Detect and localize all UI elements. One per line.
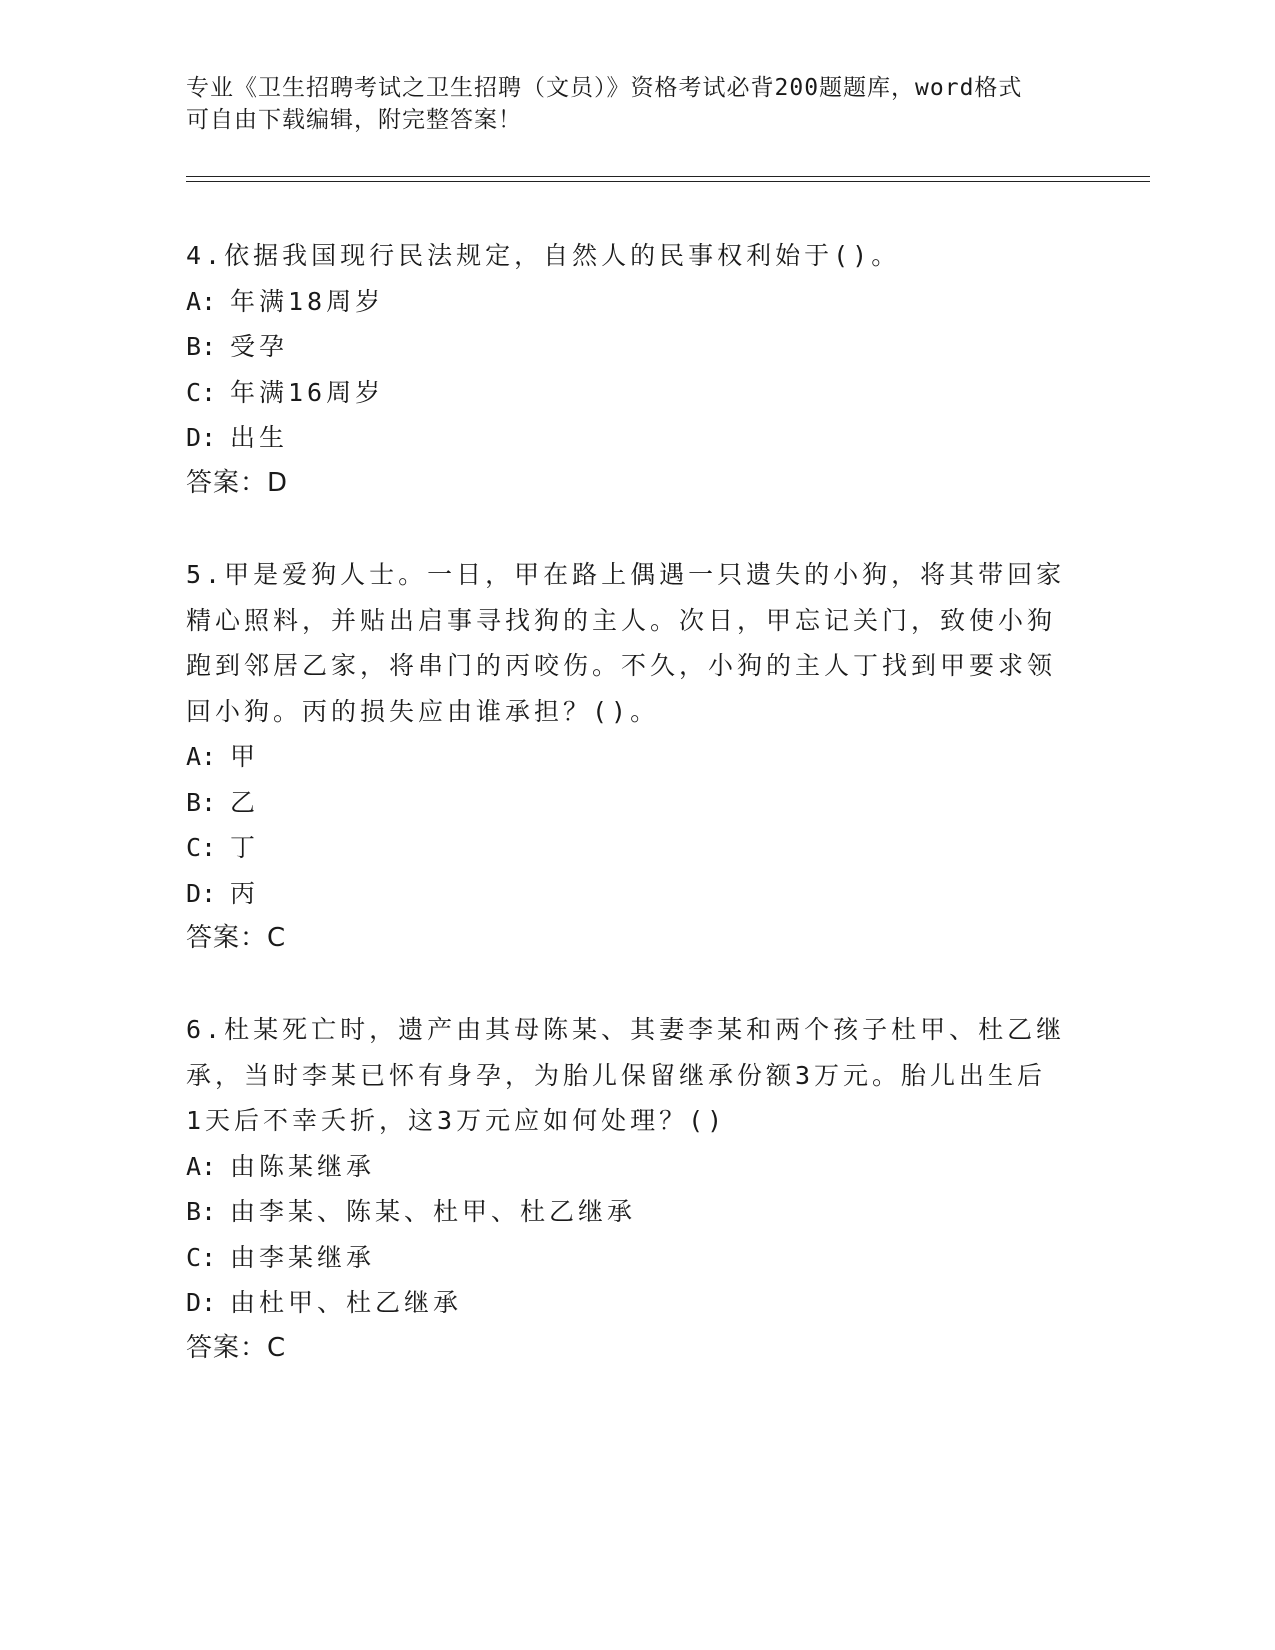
- option-d: [186, 871, 1066, 917]
- option-key: D:: [186, 878, 217, 908]
- option-text: 丁: [230, 833, 260, 862]
- option-text: 受孕: [230, 332, 289, 361]
- option-d: [186, 415, 1066, 461]
- option-text: 由李某、陈某、杜甲、杜乙继承: [230, 1197, 637, 1226]
- option-key: B:: [186, 1197, 217, 1226]
- header-line-1: 专业《卫生招聘考试之卫生招聘（文员）》资格考试必背200题题库，word格式: [186, 75, 1023, 101]
- option-b: [186, 1189, 1066, 1235]
- option-c: [186, 1235, 1066, 1281]
- option-key: D:: [186, 423, 217, 452]
- option-text: 乙: [230, 787, 260, 817]
- option-text: 由李某继承: [230, 1242, 376, 1272]
- option-a: [186, 1144, 1066, 1190]
- option-key: B:: [186, 787, 217, 817]
- option-a: [186, 734, 1066, 780]
- option-key: C:: [186, 833, 217, 862]
- question-text-line: 4.依据我国现行民法规定，自然人的民事权利始于()。: [186, 241, 901, 270]
- option-b: [186, 324, 1066, 370]
- option-key: D:: [186, 1288, 217, 1317]
- option-text: 年满16周岁: [230, 377, 385, 407]
- document-header: [186, 72, 1066, 136]
- option-key: A:: [186, 1151, 217, 1181]
- question-text-line: 精心照料，并贴出启事寻找狗的主人。次日，甲忘记关门，致使小狗: [186, 605, 1057, 635]
- question-4: [186, 233, 1066, 506]
- option-c: [186, 825, 1066, 871]
- option-text: 由陈某继承: [230, 1151, 376, 1181]
- option-text: 年满18周岁: [230, 286, 385, 316]
- header-divider-top: [186, 176, 1150, 177]
- option-c: [186, 370, 1066, 416]
- answer: 答案：C: [186, 923, 287, 953]
- option-text: 出生: [230, 423, 289, 452]
- answer: 答案：C: [186, 1332, 287, 1363]
- option-text: 由杜甲、杜乙继承: [230, 1288, 463, 1317]
- question-5: [186, 552, 1066, 962]
- option-key: C:: [186, 1242, 217, 1272]
- option-text: 丙: [230, 878, 260, 908]
- option-b: [186, 780, 1066, 826]
- option-key: A:: [186, 286, 217, 316]
- question-text-line: 回小狗。丙的损失应由谁承担？()。: [186, 696, 660, 726]
- question-text-line: 承，当时李某已怀有身孕，为胎儿保留继承份额3万元。胎儿出生后: [186, 1060, 1047, 1090]
- option-key: B:: [186, 332, 217, 361]
- answer: 答案：D: [186, 467, 289, 498]
- option-a: [186, 279, 1066, 325]
- question-text-line: 跑到邻居乙家，将串门的丙咬伤。不久，小狗的主人丁找到甲要求领: [186, 651, 1057, 680]
- option-text: 甲: [230, 742, 260, 771]
- question-text-line: 1天后不幸夭折，这3万元应如何处理？(): [186, 1106, 727, 1135]
- header-line-2: 可自由下载编辑，附完整答案！: [186, 107, 522, 133]
- question-text-line: 6.杜某死亡时，遗产由其母陈某、其妻李某和两个孩子杜甲、杜乙继: [186, 1015, 1066, 1044]
- option-d: [186, 1280, 1066, 1326]
- option-key: C:: [186, 377, 217, 407]
- question-6: [186, 1007, 1066, 1371]
- option-key: A:: [186, 742, 217, 771]
- header-divider-bottom: [186, 181, 1150, 182]
- question-text-line: 5.甲是爱狗人士。一日，甲在路上偶遇一只遗失的小狗，将其带回家: [186, 560, 1066, 589]
